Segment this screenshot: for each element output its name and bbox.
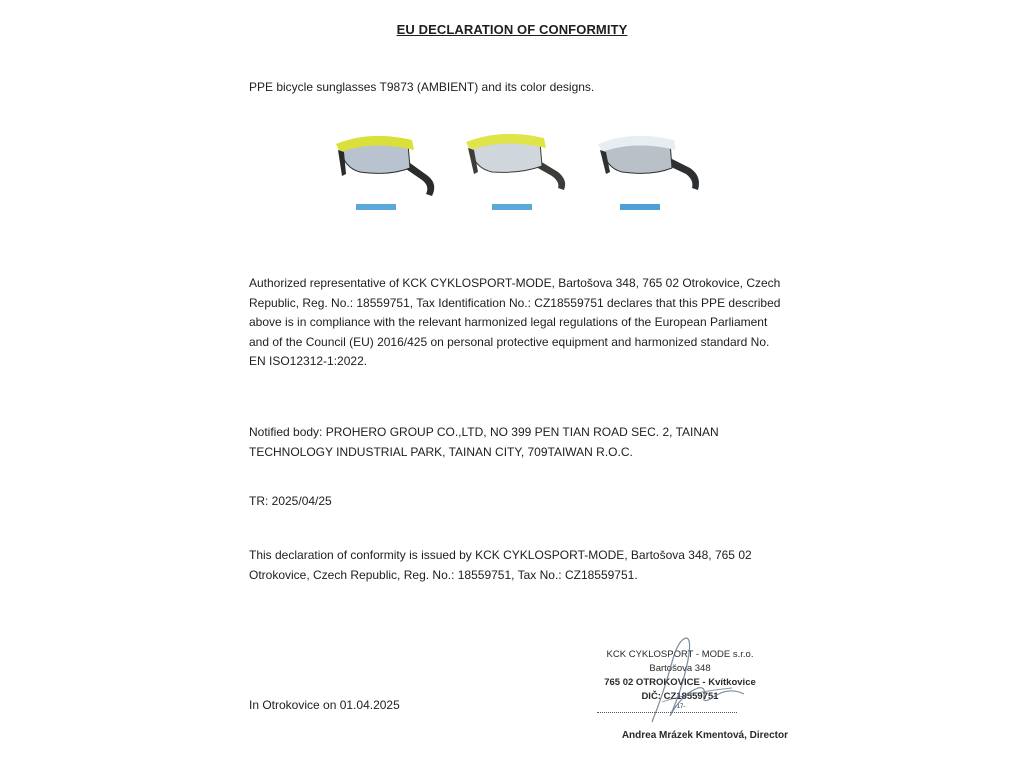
issuer-statement: This declaration of conformity is issued by KCK CYKLOSPORT-MODE, Bartošova 348, 765 02 Otrokovice, Czech Republic, Reg. No.: 18559751, Tax No.: CZ18559751.: [249, 548, 752, 582]
sunglasses-case-tag: [356, 204, 396, 210]
stamp-note: -17-: [674, 704, 686, 710]
document-title: EU DECLARATION OF CONFORMITY: [396, 22, 628, 37]
test-report-date: TR: 2025/04/25: [249, 494, 332, 508]
sunglasses-image-3: [594, 128, 706, 218]
product-description: PPE bicycle sunglasses T9873 (AMBIENT) and its color designs.: [249, 80, 595, 94]
signer-name: Andrea Mrázek Kmentová, Director: [621, 730, 788, 741]
stamp-street: Bartošova 348: [649, 663, 711, 674]
place-and-date: In Otrokovice on 01.04.2025: [249, 698, 400, 712]
sunglasses-image-1: [330, 128, 442, 218]
sunglasses-case-tag: [620, 204, 660, 210]
stamp-company-name: KCK CYKLOSPORT - MODE s.r.o.: [606, 649, 754, 660]
stamp-city: 765 02 OTROKOVICE - Kvítkovice: [604, 677, 756, 688]
handwritten-signature: [612, 632, 762, 727]
product-images: [330, 128, 710, 218]
sunglasses-case-tag: [492, 204, 532, 210]
notified-body: Notified body: PROHERO GROUP CO.,LTD, NO 399 PEN TIAN ROAD SEC. 2, TAINAN TECHNOLOGY INDUSTRIAL PARK, TAINAN CITY, 709TAIWAN R.O.C.: [249, 425, 719, 459]
stamp-tax-id: DIČ: CZ18559751: [641, 691, 719, 702]
authorized-representative-statement: Authorized representative of KCK CYKLOSPORT-MODE, Bartošova 348, 765 02 Otrokovice, Czech Republic, Reg. No.: 18559751, Tax Identification No.: CZ18559751 declares that this PPE described above is in compliance with the relevant harmonized legal regulations of the European Parliament and of the Council (EU) 2016/425 on personal protective equipment and harmonized standard No. EN ISO12312-1:2022.: [249, 276, 781, 368]
sunglasses-image-2: [460, 128, 572, 218]
